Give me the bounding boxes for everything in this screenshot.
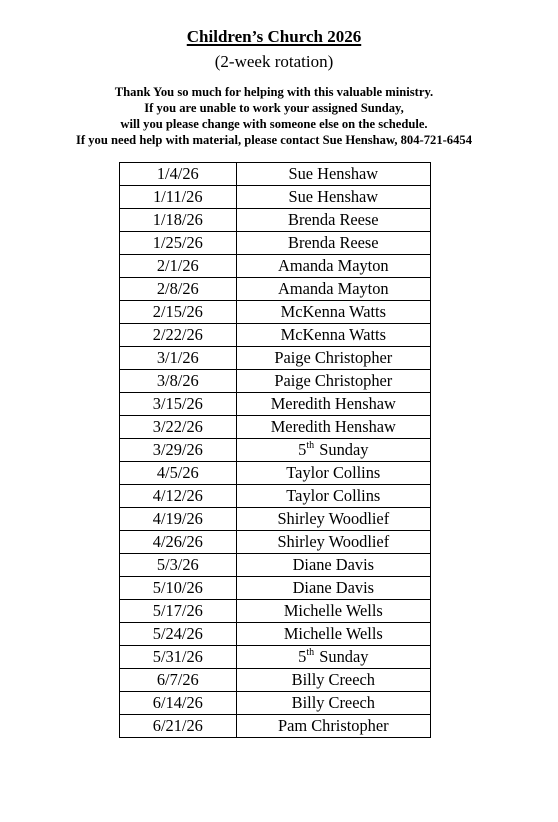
date-cell: 6/14/26 xyxy=(120,692,237,715)
table-row xyxy=(120,554,431,577)
table-row xyxy=(120,393,431,416)
volunteer-cell: Amanda Mayton xyxy=(236,255,430,278)
instruction-line: will you please change with someone else on the schedule. xyxy=(120,117,428,131)
table-row xyxy=(120,531,431,554)
ordinal-number: 5 xyxy=(298,440,307,459)
date-cell: 5/10/26 xyxy=(120,577,237,600)
table-row xyxy=(120,278,431,301)
volunteer-cell: Brenda Reese xyxy=(236,209,430,232)
date-cell: 2/22/26 xyxy=(120,324,237,347)
volunteer-cell: Taylor Collins xyxy=(236,462,430,485)
volunteer-cell: Michelle Wells xyxy=(236,623,430,646)
table-row xyxy=(120,439,431,462)
date-cell: 4/12/26 xyxy=(120,485,237,508)
date-cell: 2/8/26 xyxy=(120,278,237,301)
schedule-table xyxy=(119,162,431,738)
date-cell: 4/5/26 xyxy=(120,462,237,485)
date-cell: 3/22/26 xyxy=(120,416,237,439)
table-row xyxy=(120,186,431,209)
volunteer-cell: Billy Creech xyxy=(236,692,430,715)
volunteer-cell: McKenna Watts xyxy=(236,324,430,347)
date-cell: 3/15/26 xyxy=(120,393,237,416)
table-row xyxy=(120,462,431,485)
ordinal-number: 5 xyxy=(298,647,307,666)
page-title: Children’s Church 2026 xyxy=(186,27,362,46)
volunteer-cell: Taylor Collins xyxy=(236,485,430,508)
date-cell: 3/29/26 xyxy=(120,439,237,462)
table-row xyxy=(120,485,431,508)
table-row xyxy=(120,163,431,186)
volunteer-cell: Billy Creech xyxy=(236,669,430,692)
table-row xyxy=(120,347,431,370)
volunteer-cell xyxy=(236,646,430,669)
table-row xyxy=(120,324,431,347)
table-row xyxy=(120,232,431,255)
volunteer-cell: Amanda Mayton xyxy=(236,278,430,301)
table-row xyxy=(120,715,431,738)
sunday-label: Sunday xyxy=(315,647,369,666)
table-row xyxy=(120,301,431,324)
date-cell: 3/8/26 xyxy=(120,370,237,393)
volunteer-cell: Sue Henshaw xyxy=(236,163,430,186)
date-cell: 6/21/26 xyxy=(120,715,237,738)
volunteer-cell: Brenda Reese xyxy=(236,232,430,255)
volunteer-cell: Paige Christopher xyxy=(236,370,430,393)
date-cell: 3/1/26 xyxy=(120,347,237,370)
date-cell: 4/19/26 xyxy=(120,508,237,531)
table-row xyxy=(120,646,431,669)
table-row xyxy=(120,209,431,232)
volunteer-cell: Diane Davis xyxy=(236,577,430,600)
ordinal-suffix: th xyxy=(306,646,315,658)
table-row xyxy=(120,692,431,715)
table-row xyxy=(120,416,431,439)
date-cell: 5/3/26 xyxy=(120,554,237,577)
instruction-line: Thank You so much for helping with this valuable ministry. xyxy=(114,85,434,99)
date-cell: 4/26/26 xyxy=(120,531,237,554)
volunteer-cell: McKenna Watts xyxy=(236,301,430,324)
ordinal-suffix: th xyxy=(306,439,315,451)
instruction-line: If you are unable to work your assigned Sunday, xyxy=(144,101,404,115)
volunteer-cell: Michelle Wells xyxy=(236,600,430,623)
date-cell: 1/11/26 xyxy=(120,186,237,209)
volunteer-cell xyxy=(236,439,430,462)
date-cell: 5/24/26 xyxy=(120,623,237,646)
table-row xyxy=(120,623,431,646)
volunteer-cell: Sue Henshaw xyxy=(236,186,430,209)
volunteer-cell: Shirley Woodlief xyxy=(236,531,430,554)
date-cell: 1/25/26 xyxy=(120,232,237,255)
date-cell: 5/17/26 xyxy=(120,600,237,623)
date-cell: 2/1/26 xyxy=(120,255,237,278)
volunteer-cell: Pam Christopher xyxy=(236,715,430,738)
table-row xyxy=(120,577,431,600)
page-subtitle: (2-week rotation) xyxy=(214,52,334,71)
volunteer-cell: Diane Davis xyxy=(236,554,430,577)
volunteer-cell: Shirley Woodlief xyxy=(236,508,430,531)
table-row xyxy=(120,370,431,393)
volunteer-cell: Meredith Henshaw xyxy=(236,416,430,439)
date-cell: 1/4/26 xyxy=(120,163,237,186)
date-cell: 6/7/26 xyxy=(120,669,237,692)
date-cell: 2/15/26 xyxy=(120,301,237,324)
sunday-label: Sunday xyxy=(315,440,369,459)
table-row xyxy=(120,669,431,692)
instruction-line: If you need help with material, please contact Sue Henshaw, 804-721-6454 xyxy=(76,133,472,147)
volunteer-cell: Paige Christopher xyxy=(236,347,430,370)
table-row xyxy=(120,255,431,278)
volunteer-cell: Meredith Henshaw xyxy=(236,393,430,416)
table-row xyxy=(120,600,431,623)
table-row xyxy=(120,508,431,531)
date-cell: 5/31/26 xyxy=(120,646,237,669)
instructions-block xyxy=(0,84,548,148)
date-cell: 1/18/26 xyxy=(120,209,237,232)
